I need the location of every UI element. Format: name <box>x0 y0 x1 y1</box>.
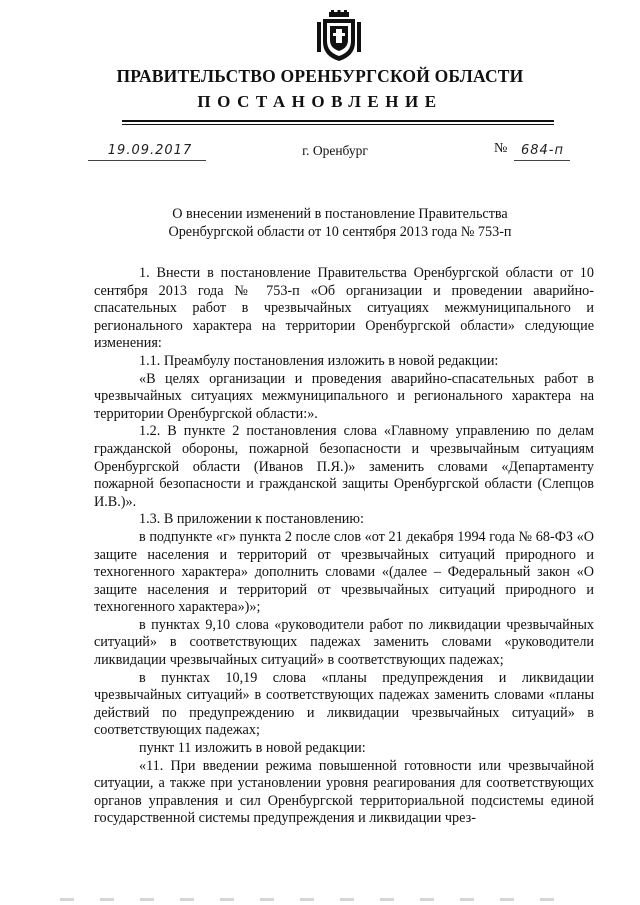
government-title: ПРАВИТЕЛЬСТВО ОРЕНБУРГСКОЙ ОБЛАСТИ <box>116 66 524 86</box>
paragraph-1-2: 1.2. В пункте 2 постановления слова «Главному управлению по делам гражданской обороны, пожарной безопасности и чрезвычайным ситуациям Оренбургской области (Иванов П.Я.)» заменить словами «Департаменту пожарной безопасности и гражданской защиты Оренбургской области (Слепцов И.В.)». <box>94 423 594 510</box>
date-underline <box>88 160 206 161</box>
paragraph-points-9-10: в пунктах 9,10 слова «руководители работ по ликвидации чрезвычайных ситуаций» в соответствующих падежах заменить словами «руководители ликвидации чрезвычайных ситуаций» в соответствующих падежах; <box>94 616 594 669</box>
number-underline <box>514 160 570 161</box>
subject-line-1: О внесении изменений в постановление Правительства <box>172 206 508 222</box>
scan-edge-artifact <box>60 898 580 901</box>
paragraph-point-11-text: «11. При введении режима повышенной готовности или чрезвычайной ситуации, а также при установлении уровня реагирования для соответствующих органов управления и сил Оренбургской территориальной подсистемы единой государственной системы предупреждения и ликвидации чрез- <box>94 757 594 827</box>
paragraph-1-3: 1.3. В приложении к постановлению: <box>139 511 364 528</box>
subject-line-2: Оренбургской области от 10 сентября 2013 года № 753-п <box>168 223 512 240</box>
document-subject <box>140 206 540 241</box>
paragraph-subpoint-g: в подпункте «г» пункта 2 после слов «от 21 декабря 1994 года № 68-ФЗ «О защите населения и территорий от чрезвычайных ситуаций природного и техногенного характера» дополнить словами «(далее – Федеральный закон «О защите населения и территорий от чрезвычайных ситуаций природного и техногенного характера»)»; <box>94 528 594 616</box>
paragraph-1-1: 1.1. Преамбулу постановления изложить в новой редакции: <box>139 352 499 369</box>
paragraph-1: 1. Внести в постановление Правительства Оренбургской области от 10 сентября 2013 года № 753-п «Об организации и проведении аварийно-спасательных работ в чрезвычайных ситуациях межмуниципального и регионального характера на территории Оренбургской области» следующие изменения: <box>94 265 594 352</box>
document-type: ПОСТАНОВЛЕНИЕ <box>197 92 443 111</box>
document-body <box>94 265 594 828</box>
document-city: г. Оренбург <box>302 143 368 158</box>
paragraph-points-10-19: в пунктах 10,19 слова «планы предупреждения и ликвидации чрезвычайных ситуаций» в соответствующих падежах заменить словами «планы действий по предупреждению и ликвидации чрезвычайных ситуаций» в соответствующих падежах; <box>94 669 594 739</box>
header-rule-thick <box>122 120 554 122</box>
paragraph-preamble: «В целях организации и проведения аварийно-спасательных работ в чрезвычайных ситуациях межмуниципального и регионального характера на территории Оренбургской области:». <box>94 370 594 422</box>
header-rule-thin <box>122 124 554 125</box>
document-number: 684-п <box>520 143 564 158</box>
number-label: № <box>494 141 508 156</box>
document-date: 19.09.2017 <box>107 143 193 158</box>
coat-of-arms-emblem <box>315 10 363 62</box>
paragraph-point-11: пункт 11 изложить в новой редакции: <box>139 740 366 757</box>
